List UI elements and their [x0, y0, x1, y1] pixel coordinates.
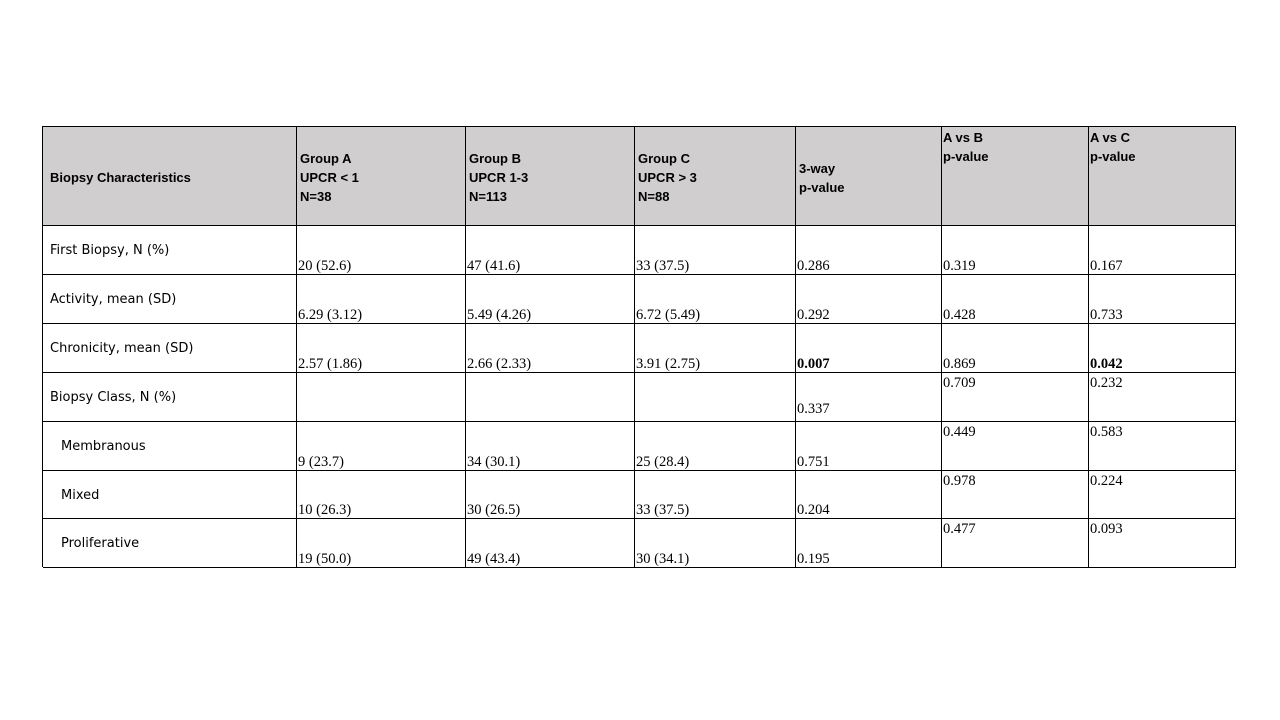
table-row — [43, 519, 1236, 568]
group-a-value: 10 (26.3) — [298, 502, 352, 518]
header-cell-a-vs-b-p-value — [942, 127, 1089, 226]
p-value-a-vs-c: 0.167 — [1090, 258, 1123, 274]
row-label: Activity, mean (SD) — [50, 292, 177, 307]
header-cell-group-c — [635, 127, 796, 226]
header-cell-biopsy-characteristics — [43, 127, 297, 226]
p-value-3-way: 0.204 — [797, 502, 830, 518]
p-value-a-vs-b: 0.709 — [943, 375, 976, 391]
table-row — [43, 422, 1236, 471]
header-cell-group-b — [466, 127, 635, 226]
p-value-3-way: 0.195 — [797, 551, 830, 567]
header-text: A vs C — [1090, 130, 1130, 145]
group-a-value: 20 (52.6) — [298, 258, 352, 274]
row-label: Proliferative — [61, 536, 140, 551]
row-label: First Biopsy, N (%) — [50, 243, 170, 258]
group-a-value: 2.57 (1.86) — [298, 356, 363, 372]
table-row — [43, 471, 1236, 519]
table-header-row — [43, 127, 1236, 226]
group-b-value: 2.66 (2.33) — [467, 356, 532, 372]
header-text: 3-way — [799, 161, 836, 176]
p-value-3-way: 0.286 — [797, 258, 830, 274]
p-value-a-vs-b: 0.978 — [943, 473, 976, 489]
header-text: p-value — [1090, 149, 1136, 164]
p-value-a-vs-b: 0.869 — [943, 356, 976, 372]
group-c-value: 30 (34.1) — [636, 551, 690, 567]
p-value-a-vs-c: 0.733 — [1090, 307, 1123, 323]
group-b-value: 47 (41.6) — [467, 258, 521, 274]
header-cell-3-way-p-value — [796, 127, 942, 226]
group-c-value: 33 (37.5) — [636, 258, 690, 274]
header-text: UPCR < 1 — [300, 170, 359, 185]
p-value-a-vs-b: 0.477 — [943, 521, 976, 537]
header-text: N=113 — [469, 189, 507, 204]
p-value-3-way: 0.337 — [797, 401, 830, 417]
p-value-a-vs-c: 0.232 — [1090, 375, 1123, 391]
table-row — [43, 275, 1236, 324]
header-text: UPCR > 3 — [638, 170, 697, 185]
group-b-value: 30 (26.5) — [467, 502, 521, 518]
p-value-3-way: 0.292 — [797, 307, 830, 323]
header-cell-group-a — [297, 127, 466, 226]
group-c-value: 25 (28.4) — [636, 454, 690, 470]
p-value-a-vs-b: 0.319 — [943, 258, 976, 274]
header-text: N=38 — [300, 189, 332, 204]
group-a-value: 9 (23.7) — [298, 454, 344, 470]
header-cell-a-vs-c-p-value — [1089, 127, 1236, 226]
row-label: Membranous — [61, 439, 146, 454]
table-row — [43, 373, 1236, 422]
header-text: Group B — [469, 151, 521, 166]
header-text: p-value — [943, 149, 989, 164]
group-a-value: 19 (50.0) — [298, 551, 352, 567]
header-text: A vs B — [943, 130, 983, 145]
p-value-3-way: 0.751 — [797, 454, 830, 470]
p-value-a-vs-b: 0.449 — [943, 424, 976, 440]
header-text: Biopsy Characteristics — [50, 170, 191, 185]
p-value-a-vs-b: 0.428 — [943, 307, 976, 323]
header-text: p-value — [799, 180, 845, 195]
row-label: Biopsy Class, N (%) — [50, 390, 177, 405]
group-a-value: 6.29 (3.12) — [298, 307, 363, 323]
header-text: N=88 — [638, 189, 670, 204]
table-row — [43, 226, 1236, 275]
p-value-a-vs-c-significant: 0.042 — [1090, 356, 1123, 372]
group-b-value: 34 (30.1) — [467, 454, 521, 470]
group-c-value: 6.72 (5.49) — [636, 307, 701, 323]
p-value-a-vs-c: 0.583 — [1090, 424, 1123, 440]
header-text: Group C — [638, 151, 690, 166]
header-text: UPCR 1-3 — [469, 170, 529, 185]
group-b-value: 49 (43.4) — [467, 551, 521, 567]
header-text: Group A — [300, 151, 352, 166]
row-label: Chronicity, mean (SD) — [50, 341, 194, 356]
p-value-a-vs-c: 0.224 — [1090, 473, 1123, 489]
group-b-value: 5.49 (4.26) — [467, 307, 532, 323]
group-c-value: 33 (37.5) — [636, 502, 690, 518]
p-value-a-vs-c: 0.093 — [1090, 521, 1123, 537]
row-label: Mixed — [61, 488, 100, 503]
table-row — [43, 324, 1236, 373]
p-value-3-way-significant: 0.007 — [797, 356, 830, 372]
biopsy-characteristics-table — [42, 126, 1236, 567]
group-c-value: 3.91 (2.75) — [636, 356, 701, 372]
